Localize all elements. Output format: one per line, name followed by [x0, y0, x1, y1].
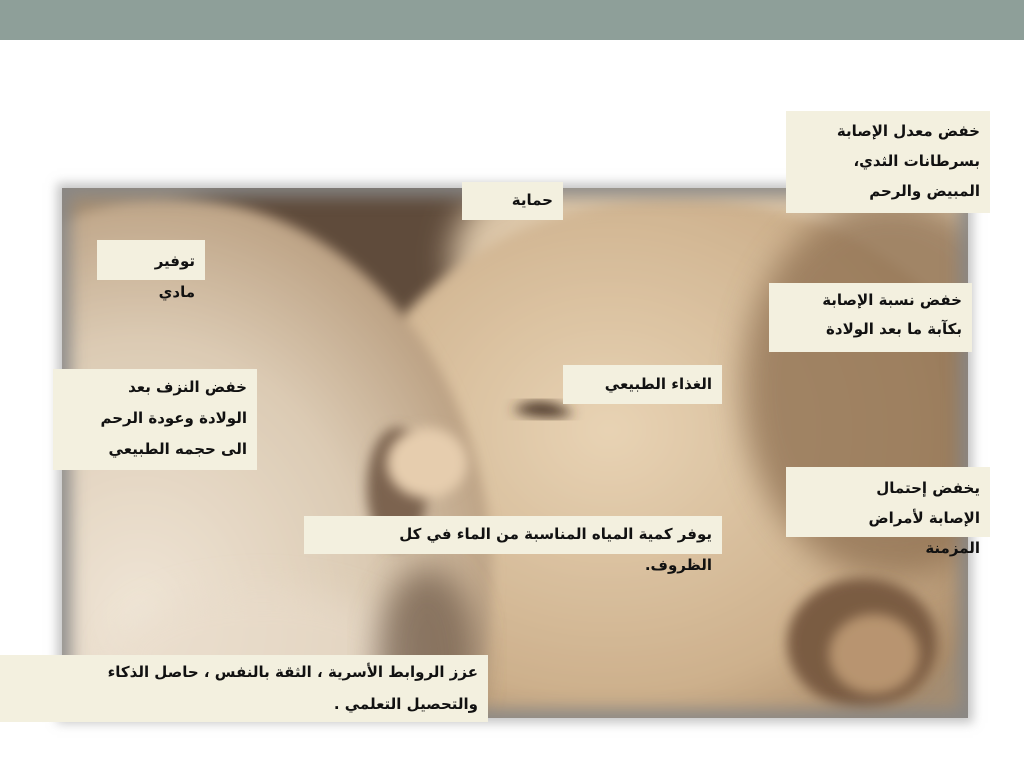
callout-line: المبيض والرحم	[869, 182, 980, 200]
callout-line: والتحصيل التعلمي .	[333, 695, 478, 713]
callout-line: الظروف.	[644, 556, 712, 574]
callout-water-supply	[304, 516, 722, 574]
callout-postpartum-depression	[769, 283, 972, 352]
photo-ear-inner	[829, 614, 919, 694]
callout-line: بسرطانات الثدي،	[853, 152, 980, 170]
callout-line: الولادة وعودة الرحم	[100, 409, 247, 427]
callout-financial-saving	[97, 240, 205, 301]
header-bar	[0, 0, 1024, 40]
callout-line: مادي	[158, 283, 195, 301]
callout-cancer-risk	[786, 111, 990, 213]
photo-baby-nose	[387, 428, 467, 498]
callout-line: بكآبة ما بعد الولادة	[826, 320, 962, 338]
callout-line: يخفض إحتمال	[876, 479, 980, 497]
callout-line: خفض النزف بعد	[128, 378, 247, 396]
callout-chronic-disease	[786, 467, 990, 557]
callout-family-bonds	[0, 655, 488, 722]
callout-natural-food	[563, 365, 722, 404]
callout-line: الغذاء الطبيعي	[604, 375, 712, 393]
callout-protection	[462, 182, 563, 220]
callout-line: الإصابة لأمراض	[868, 509, 980, 527]
callout-line: يوفر كمية المياه المناسبة من الماء في كل	[399, 525, 712, 543]
callout-postpartum-bleeding	[53, 369, 257, 470]
callout-line: خفض نسبة الإصابة	[822, 291, 962, 309]
callout-line: المزمنة	[925, 539, 980, 557]
callout-line: عزز الروابط الأسرية ، الثقة بالنفس ، حاصل الذكاء	[107, 663, 478, 681]
callout-line: توفير	[154, 252, 195, 270]
callout-line: حماية	[511, 191, 553, 209]
callout-line: خفض معدل الإصابة	[836, 122, 980, 140]
callout-line: الى حجمه الطبيعي	[108, 440, 247, 458]
